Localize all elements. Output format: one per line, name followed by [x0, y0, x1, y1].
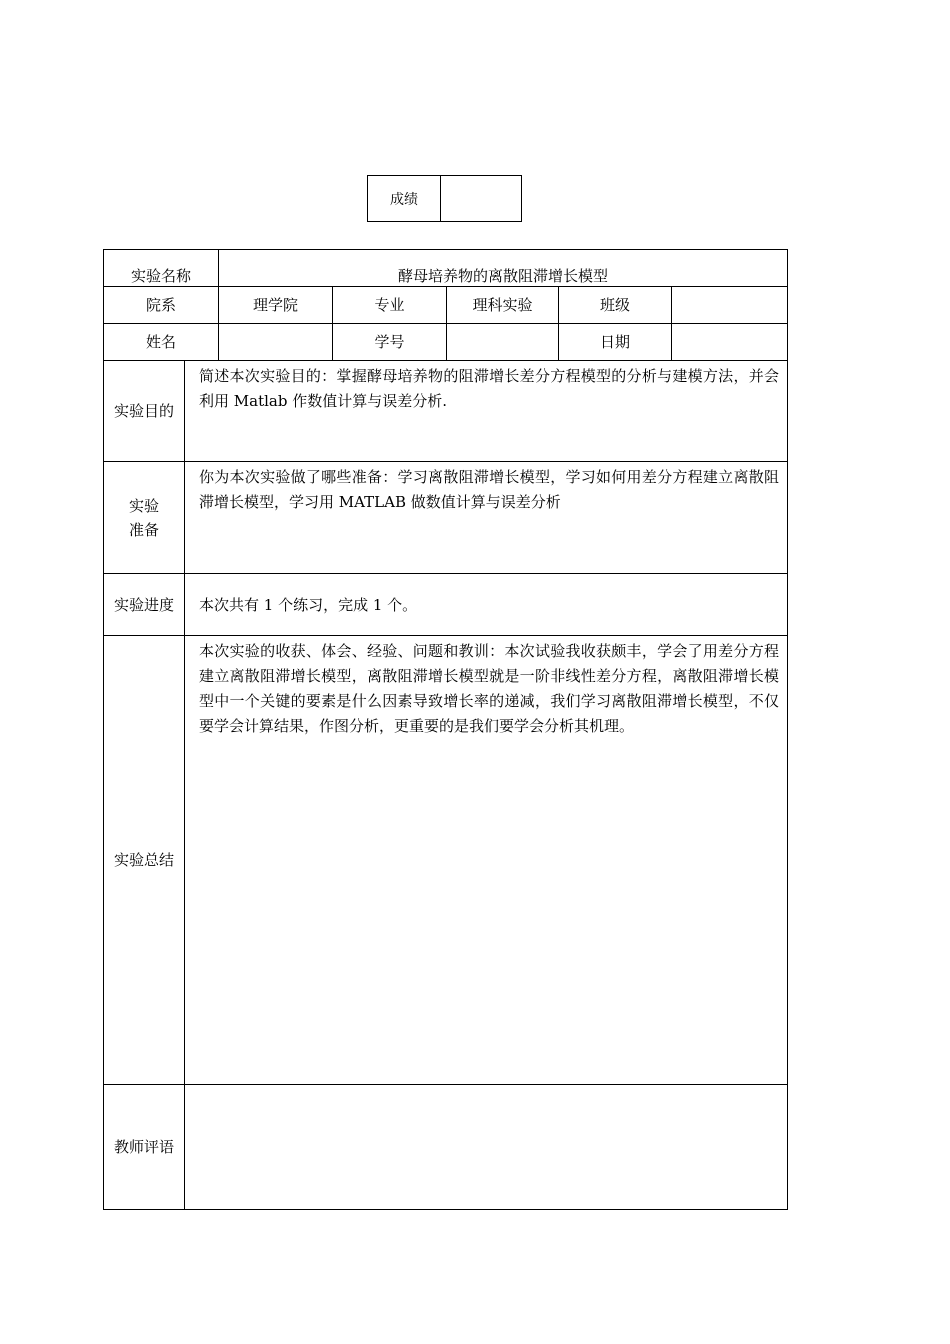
summary-text: 本次实验的收获、体会、经验、问题和教训：本次试验我收获颇丰，学会了用差分方程建立离散阻滞增长模型，离散阻滞增长模型就是一阶非线性差分方程，离散阻滞增长模型中一个关键的要素是什么因素导致增长率的递减，我们学习离散阻滞增长模型，不仅要学会计算结果，作图分析，更重要的是我们要学会分析其机理。: [184, 635, 788, 1085]
class-value: [671, 286, 788, 324]
name-label: 姓名: [103, 323, 219, 361]
student-id-label: 学号: [332, 323, 447, 361]
score-value: [441, 176, 521, 221]
prep-label-line1: 实验: [128, 496, 159, 515]
experiment-name-value: 酵母培养物的离散阻滞增长模型: [218, 249, 788, 287]
progress-label: 实验进度: [103, 573, 185, 636]
date-label: 日期: [558, 323, 672, 361]
prep-label: [103, 461, 185, 574]
score-box: [367, 175, 522, 222]
progress-text: 本次共有 1 个练习，完成 1 个。: [184, 573, 788, 636]
purpose-text: 简述本次实验目的：掌握酵母培养物的阻滞增长差分方程模型的分析与建模方法，并会利用 Matlab 作数值计算与误差分析.: [184, 360, 788, 462]
major-value: 理科实验: [446, 286, 559, 324]
prep-text: 你为本次实验做了哪些准备：学习离散阻滞增长模型，学习如何用差分方程建立离散阻滞增长模型，学习用 MATLAB 做数值计算与误差分析: [184, 461, 788, 574]
score-label: 成绩: [368, 176, 441, 221]
summary-label: 实验总结: [103, 635, 185, 1085]
major-label: 专业: [332, 286, 447, 324]
name-value: [218, 323, 333, 361]
teacher-comment-text: [184, 1084, 788, 1210]
experiment-name-label: 实验名称: [103, 249, 219, 287]
date-value: [671, 323, 788, 361]
student-id-value: [446, 323, 559, 361]
prep-label-line2: 准备: [128, 520, 159, 539]
purpose-label: 实验目的: [103, 360, 185, 462]
prep-label-stack: [129, 494, 159, 542]
teacher-comment-label: 教师评语: [103, 1084, 185, 1210]
department-value: 理学院: [218, 286, 333, 324]
department-label: 院系: [103, 286, 219, 324]
class-label: 班级: [558, 286, 672, 324]
